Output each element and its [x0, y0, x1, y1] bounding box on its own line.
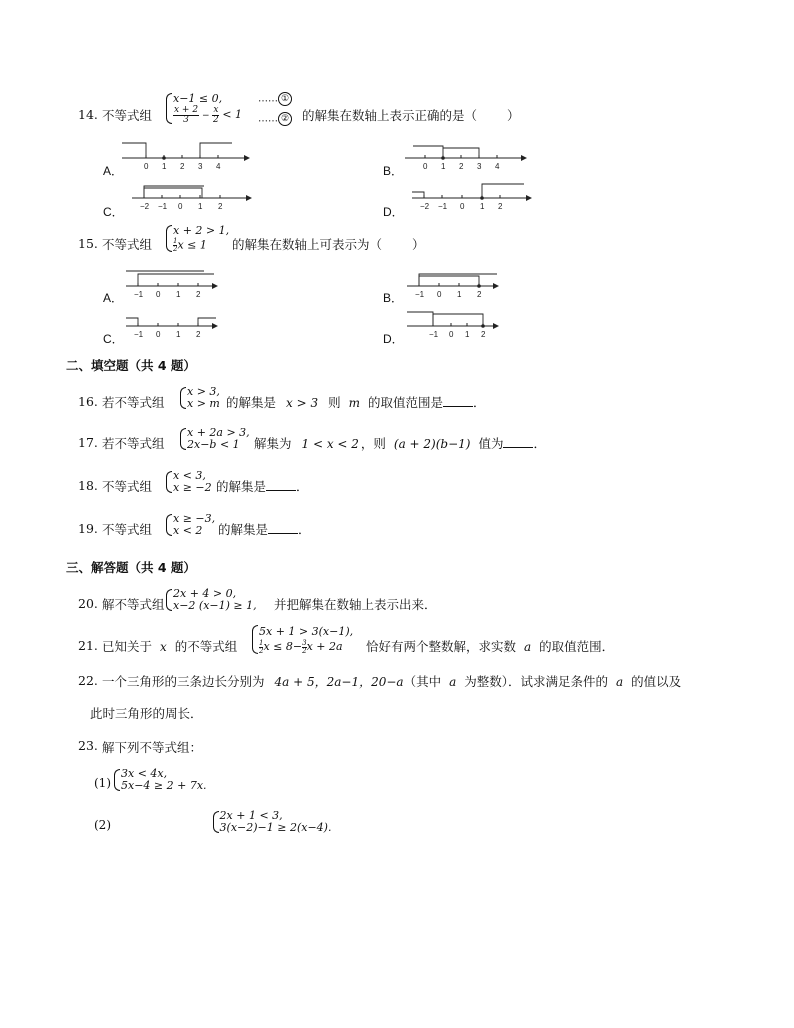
option-c-label[interactable]: C．	[103, 332, 124, 346]
system-row: 3x < 4x,	[121, 767, 168, 780]
tick-label: −1	[429, 330, 439, 339]
text-fragment: 的取值范围是	[367, 395, 443, 410]
system-row: 5x + 1 > 3(x−1),	[259, 625, 354, 638]
question-18	[78, 470, 478, 500]
text-fragment: 的解集是	[218, 522, 269, 537]
inequality-system	[164, 224, 229, 253]
tick-label: 3	[477, 162, 482, 171]
text-fragment: 的解集是	[216, 479, 267, 494]
option-b-number-line[interactable]	[403, 138, 529, 174]
answer-blank[interactable]	[268, 522, 298, 534]
tick-label: 0	[437, 290, 442, 299]
tick-label: −1	[158, 202, 168, 211]
tick-label: 1	[176, 330, 181, 339]
system-row: x−1 ≤ 0,	[173, 92, 223, 105]
relation: < 1	[222, 108, 243, 121]
tick-label: 0	[178, 202, 183, 211]
suffix-text: 的解集在数轴上表示正确的是（	[302, 108, 478, 123]
tick-label: 1	[465, 330, 470, 339]
math-variable: a	[615, 675, 624, 689]
option-a-label[interactable]: A．	[103, 291, 124, 305]
question-number: 20.	[78, 596, 98, 611]
fraction-denominator: 2	[259, 646, 264, 655]
fraction-numerator: 1	[259, 638, 264, 647]
option-a-number-line[interactable]	[124, 266, 224, 302]
text-fragment: ．	[472, 395, 486, 410]
question-number: 22.	[78, 673, 98, 688]
inequality-system	[164, 92, 242, 125]
question-number: 23.	[78, 738, 98, 753]
tick-label: 0	[144, 162, 149, 171]
tag-dots: ……	[258, 113, 278, 125]
inequality-system	[164, 588, 257, 612]
fraction-numerator: x	[213, 105, 219, 115]
fraction-denominator: 2	[213, 115, 219, 125]
system-row: 2x + 4 > 0,	[173, 587, 237, 600]
option-b-label[interactable]: B．	[383, 291, 404, 305]
tick-label: 0	[423, 162, 428, 171]
question-prefix: 不等式组	[102, 108, 153, 123]
tick-label: 2	[477, 290, 482, 299]
math-expression: 4a + 5，2a−1，20−a	[274, 675, 404, 689]
tick-label: −1	[134, 330, 144, 339]
question-number: 15.	[78, 236, 98, 251]
inequality-system	[164, 470, 212, 494]
close-paren: ）	[507, 108, 520, 123]
tag-1	[258, 92, 292, 106]
question-title: 解下列不等式组：	[102, 740, 203, 755]
circled-number-icon: ②	[278, 112, 292, 126]
question-body	[226, 393, 485, 411]
tick-label: 0	[156, 330, 161, 339]
option-c-number-line[interactable]	[124, 306, 224, 342]
fraction-denominator: 2	[302, 646, 307, 655]
question-number: 21.	[78, 638, 98, 653]
text-fragment: ．	[298, 522, 311, 537]
suffix-text: 的解集在数轴上可表示为（	[232, 237, 383, 252]
system-row	[173, 106, 242, 125]
system-row	[173, 238, 229, 253]
question-19	[78, 513, 478, 543]
answer-blank[interactable]	[266, 479, 296, 491]
question-suffix	[302, 106, 520, 124]
question-body	[254, 434, 546, 452]
tick-label: 0	[449, 330, 454, 339]
section-heading-problems: 三、解答题（共 4 题）	[66, 560, 196, 575]
text-fragment: 的值以及	[631, 674, 682, 689]
tick-label: 1	[457, 290, 462, 299]
text-fragment: 为整数）．试求满足条件的	[464, 674, 608, 689]
option-d-number-line[interactable]	[405, 306, 505, 342]
math-expression: (a + 2)(b−1)	[393, 437, 471, 451]
system-row	[259, 639, 353, 655]
fraction-denominator: 2	[173, 245, 178, 253]
question-17	[78, 427, 698, 457]
system-row: x > 3,	[187, 385, 220, 398]
inequality-system	[178, 386, 220, 410]
answer-blank[interactable]	[443, 395, 473, 407]
row-mid: x ≤ 8−	[263, 640, 303, 653]
minus-sign: −	[201, 111, 210, 121]
question-number: 14.	[78, 107, 98, 122]
tick-label: 0	[156, 290, 161, 299]
text-fragment: 一个三角形的三条边长分别为	[102, 674, 265, 689]
system-row: x ≥ −2	[173, 481, 212, 494]
question-prefix: 不等式组	[102, 479, 153, 494]
close-paren: ）	[412, 237, 425, 252]
question-number: 18.	[78, 478, 98, 493]
question-14	[78, 92, 520, 130]
row-rest: x ≤ 1	[177, 238, 207, 252]
question-number: 16.	[78, 394, 98, 409]
tick-label: 0	[460, 202, 465, 211]
question-21	[78, 626, 718, 662]
system-row: x−2 (x−1) ≥ 1,	[173, 599, 257, 612]
question-prefix: 若不等式组	[102, 395, 165, 410]
tick-label: 4	[216, 162, 221, 171]
text-fragment: 则	[328, 395, 341, 410]
text-fragment: 的取值范围．	[539, 639, 615, 654]
option-d-number-line[interactable]	[410, 178, 534, 214]
fraction-numerator: 1	[173, 237, 178, 245]
part-1-label: (1)	[94, 776, 111, 790]
question-prefix: 若不等式组	[102, 436, 165, 451]
fraction-numerator: 3	[302, 638, 307, 647]
tick-label: 2	[196, 290, 201, 299]
tick-label: 1	[176, 290, 181, 299]
system-row: 3(x−2)−1 ≥ 2(x−4).	[219, 821, 332, 834]
system-row: x > m	[187, 397, 220, 410]
question-suffix	[232, 235, 425, 253]
system-row: 2x−b < 1	[187, 438, 240, 451]
inequality-system	[250, 624, 353, 655]
question-suffix: 并把解集在数轴上表示出来．	[274, 597, 437, 612]
inequality-system	[164, 513, 215, 537]
system-row: x ≥ −3,	[173, 512, 216, 525]
text-fragment: ．	[296, 479, 309, 494]
option-b-number-line[interactable]	[405, 266, 505, 302]
text-fragment: （其中	[403, 674, 442, 689]
answer-blank[interactable]	[503, 436, 533, 448]
question-22	[78, 672, 738, 722]
inequality-system	[178, 427, 250, 451]
tick-label: 2	[459, 162, 464, 171]
option-a-number-line[interactable]	[120, 138, 250, 174]
option-d-label[interactable]: D．	[383, 332, 404, 346]
tick-label: 2	[180, 162, 185, 171]
system-row: x + 2 > 1,	[173, 224, 230, 237]
tick-label: 2	[481, 330, 486, 339]
inequality-system	[211, 810, 332, 834]
text-fragment: 解集为	[254, 436, 292, 451]
tag-dots: ……	[258, 93, 278, 105]
tick-label: −2	[420, 202, 430, 211]
tick-label: 2	[196, 330, 201, 339]
question-prefix: 不等式组	[102, 237, 153, 252]
question-20	[78, 588, 578, 618]
question-16	[78, 386, 678, 416]
option-d-label[interactable]: D．	[383, 205, 404, 219]
inequality-system	[112, 768, 207, 792]
system-row: x < 3,	[173, 469, 206, 482]
question-body	[216, 477, 309, 495]
tick-label: 4	[495, 162, 500, 171]
math-variable: m	[348, 396, 360, 410]
question-body	[366, 637, 614, 655]
system-row: x + 2a > 3,	[187, 426, 250, 439]
option-a-label[interactable]: A．	[103, 164, 124, 178]
text-fragment: 值为	[478, 436, 504, 451]
tick-label: 1	[480, 202, 485, 211]
question-23	[78, 738, 478, 838]
text-fragment: ，则	[360, 436, 386, 451]
tick-label: 1	[441, 162, 446, 171]
tick-label: −2	[140, 202, 150, 211]
question-line-2: 此时三角形的周长．	[90, 706, 203, 721]
part-2-label: (2)	[94, 818, 111, 832]
question-number: 19.	[78, 521, 98, 536]
system-row: 5x−4 ≥ 2 + 7x.	[121, 779, 207, 792]
math-variable: a	[524, 640, 532, 654]
question-line-1	[102, 672, 681, 690]
question-lead	[102, 637, 237, 655]
option-b-label[interactable]: B．	[383, 164, 404, 178]
section-heading-fill-blank: 二、填空题（共 4 题）	[66, 358, 196, 373]
system-row: 2x + 1 < 3,	[219, 809, 283, 822]
question-body	[218, 520, 311, 538]
tick-label: 2	[218, 202, 223, 211]
text-fragment: 的解集是	[226, 395, 277, 410]
fraction-numerator: x + 2	[174, 105, 199, 115]
text-fragment: 的不等式组	[174, 639, 238, 654]
tick-label: 3	[198, 162, 203, 171]
text-fragment: ．	[533, 436, 546, 451]
tick-label: −1	[415, 290, 425, 299]
fraction-denominator: 3	[183, 115, 189, 125]
system-row: x < 2	[173, 524, 203, 537]
question-15	[78, 224, 425, 258]
math-variable: x	[160, 640, 167, 654]
text-fragment: 恰好有两个整数解，求实数	[366, 639, 517, 654]
question-number: 17.	[78, 435, 98, 450]
option-c-label[interactable]: C．	[103, 205, 124, 219]
math-variable: a	[449, 675, 457, 689]
tag-2	[258, 112, 292, 126]
tick-label: 1	[162, 162, 167, 171]
tick-label: −1	[438, 202, 448, 211]
text-fragment: 已知关于	[102, 639, 153, 654]
circled-number-icon: ①	[278, 92, 292, 106]
tick-label: 1	[198, 202, 203, 211]
math-expression: 1 < x < 2	[301, 437, 359, 451]
question-prefix: 不等式组	[102, 522, 153, 537]
tick-label: 2	[498, 202, 503, 211]
question-prefix: 解不等式组	[102, 597, 165, 612]
row-rest: x + 2a	[306, 640, 343, 653]
option-c-number-line[interactable]	[130, 178, 254, 214]
tick-label: −1	[134, 290, 144, 299]
math-expression: x > 3	[286, 396, 319, 410]
